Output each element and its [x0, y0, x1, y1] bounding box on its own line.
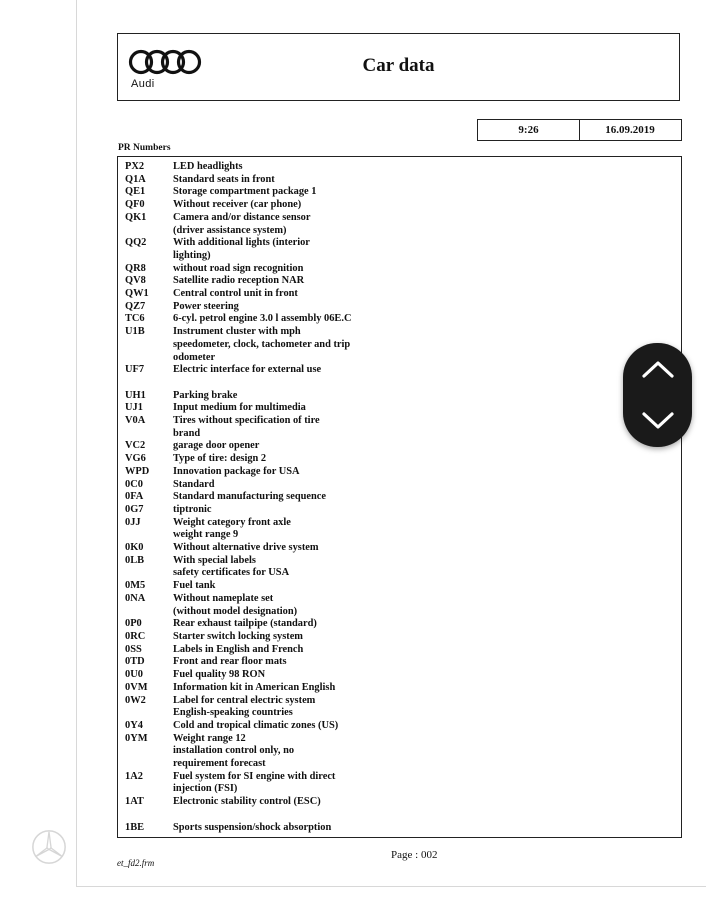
chevron-down-icon: [641, 411, 675, 431]
pr-row: [118, 275, 681, 288]
pr-code: 0LB: [125, 554, 145, 566]
pr-description: [173, 796, 378, 809]
pr-code: V0A: [125, 415, 146, 427]
pr-description-line: Cold and tropical climatic zones (US): [173, 719, 339, 731]
pr-row: [118, 593, 681, 618]
pr-description-line: Electric interface for external use: [173, 364, 322, 376]
pr-code: 0YM: [125, 732, 148, 744]
chevron-up-icon: [641, 359, 675, 379]
pr-description: [173, 275, 378, 288]
pr-code: U1B: [125, 326, 145, 338]
page-number: Page : 002: [391, 849, 438, 861]
pr-row: [118, 364, 681, 377]
timestamp-box: [477, 119, 682, 141]
page-scroll-control: [623, 343, 692, 447]
pr-code: 0Y4: [125, 719, 143, 731]
pr-row: [118, 580, 681, 593]
pr-description: [173, 695, 378, 720]
pr-code: 0RC: [125, 631, 146, 642]
pr-description-line: Input medium for multimedia: [173, 402, 306, 414]
pr-row: [118, 682, 681, 695]
pr-description: [173, 161, 378, 174]
pr-description: [173, 263, 378, 276]
pr-description-line: Rear exhaust tailpipe (standard): [173, 618, 317, 630]
pr-code: 0SS: [125, 643, 142, 655]
pr-description: [173, 402, 378, 415]
pr-code: 0FA: [125, 491, 144, 503]
pr-description: [173, 822, 378, 835]
pr-code: TC6: [125, 313, 145, 325]
pr-code: QF0: [125, 199, 145, 211]
pr-row: [118, 466, 681, 479]
pr-description-line: Satellite radio reception NAR: [173, 275, 305, 287]
pr-description-line: Parking brake: [173, 389, 238, 401]
pr-row: [118, 263, 681, 276]
pr-row: [118, 479, 681, 492]
pr-description: [173, 174, 378, 187]
pr-description: [173, 491, 378, 504]
pr-description-line: tiptronic: [173, 503, 212, 515]
pr-code: 0W2: [125, 694, 146, 706]
time-stamp: 9:26: [477, 119, 580, 141]
pr-description: [173, 555, 378, 580]
pr-code: 0JJ: [125, 516, 141, 528]
pr-description-line: weight range 9: [173, 529, 239, 541]
pr-row: [118, 199, 681, 212]
pr-description-line: Labels in English and French: [173, 643, 304, 655]
pr-description: [173, 479, 378, 492]
pr-numbers-list: [117, 156, 682, 838]
pr-description: [173, 631, 378, 644]
pr-description-line: Sports suspension/shock absorption: [173, 821, 332, 833]
pr-description-line: Camera and/or distance sensor: [173, 211, 311, 223]
pr-row: [118, 440, 681, 453]
pr-code: 0M5: [125, 580, 146, 592]
pr-code: QW1: [125, 288, 149, 300]
pr-description-line: Standard manufacturing sequence: [173, 491, 326, 503]
pr-row: [118, 301, 681, 314]
pr-row: [118, 390, 681, 403]
pr-row: [118, 212, 681, 237]
pr-row: [118, 555, 681, 580]
pr-description: [173, 542, 378, 555]
pr-code: QZ7: [125, 300, 146, 312]
pr-description-line: LED headlights: [173, 161, 243, 172]
pr-code: QV8: [125, 275, 146, 287]
pr-description-line: Information kit in American English: [173, 681, 336, 693]
pr-description: [173, 682, 378, 695]
pr-description-line: requirement forecast: [173, 758, 266, 770]
pr-description-line: brand: [173, 427, 201, 439]
pr-row: [118, 491, 681, 504]
pr-description-line: installation control only, no: [173, 745, 295, 757]
pr-code: Q1A: [125, 173, 146, 185]
pr-description: [173, 580, 378, 593]
pr-description-line: Without receiver (car phone): [173, 199, 302, 211]
pr-description: [173, 644, 378, 657]
scroll-down-button[interactable]: [623, 395, 692, 447]
pr-row: [118, 174, 681, 187]
brand-name: Audi: [131, 78, 155, 90]
pr-numbers-heading: PR Numbers: [118, 143, 171, 153]
pr-code: 0K0: [125, 542, 144, 554]
pr-row: [118, 618, 681, 631]
pr-description: [173, 720, 378, 733]
pr-code: QE1: [125, 186, 146, 198]
pr-description-line: safety certificates for USA: [173, 567, 290, 579]
pr-description: [173, 390, 378, 403]
pr-row: [118, 326, 681, 364]
pr-description-line: Weight category front axle: [173, 516, 291, 528]
pr-description: [173, 517, 378, 542]
pr-row: [118, 822, 681, 835]
page-title: Car data: [362, 55, 435, 76]
pr-description: [173, 733, 378, 771]
pr-description-line: injection (FSI): [173, 783, 238, 795]
pr-code: PX2: [125, 161, 145, 172]
pr-row: [118, 720, 681, 733]
row-spacer: [118, 809, 681, 822]
pr-row: [118, 402, 681, 415]
pr-description-line: Power steering: [173, 300, 239, 312]
pr-description-line: Starter switch locking system: [173, 631, 303, 642]
form-file-name: et_fd2.frm: [117, 858, 155, 868]
pr-description-line: lighting): [173, 249, 211, 261]
document-header: [117, 33, 680, 101]
mercedes-star-icon: [30, 828, 68, 866]
pr-row: [118, 517, 681, 542]
pr-row: [118, 453, 681, 466]
pr-code: 0U0: [125, 669, 143, 681]
pr-description-line: Tires without specification of tire: [173, 415, 320, 427]
pr-description: [173, 593, 378, 618]
pr-code: UH1: [125, 389, 146, 401]
pr-description-line: Central control unit in front: [173, 288, 298, 300]
pr-code: 1BE: [125, 821, 145, 833]
pr-description-line: 6-cyl. petrol engine 3.0 l assembly 06E.C: [173, 313, 352, 325]
pr-row: [118, 796, 681, 809]
pr-row: [118, 313, 681, 326]
pr-description-line: With additional lights (interior: [173, 237, 310, 249]
pr-description-line: (without model designation): [173, 605, 298, 617]
pr-description: [173, 618, 378, 631]
pr-code: 1A2: [125, 770, 143, 782]
pr-code: QQ2: [125, 237, 147, 249]
pr-row: [118, 771, 681, 796]
pr-code: QK1: [125, 211, 147, 223]
pr-description-line: English-speaking countries: [173, 707, 293, 719]
pr-description-line: Type of tire: design 2: [173, 453, 267, 465]
pr-description: [173, 212, 378, 237]
pr-row: [118, 161, 681, 174]
pr-row: [118, 288, 681, 301]
pr-row: [118, 644, 681, 657]
pr-description: [173, 440, 378, 453]
pr-row: [118, 656, 681, 669]
pr-description-line: Electronic stability control (ESC): [173, 796, 321, 808]
pr-description-line: Standard: [173, 478, 215, 490]
pr-description-line: Fuel quality 98 RON: [173, 669, 266, 681]
pr-code: 0G7: [125, 503, 144, 515]
pr-code: 0TD: [125, 656, 145, 668]
pr-description-line: Fuel tank: [173, 580, 216, 592]
pr-description-line: (driver assistance system): [173, 224, 287, 236]
pr-description: [173, 364, 378, 377]
pr-description: [173, 326, 378, 364]
pr-row: [118, 415, 681, 440]
pr-description: [173, 199, 378, 212]
pr-code: 1AT: [125, 796, 144, 808]
pr-row: [118, 695, 681, 720]
pr-description: [173, 669, 378, 682]
pr-description-line: Fuel system for SI engine with direct: [173, 770, 336, 782]
pr-code: UF7: [125, 364, 145, 376]
pr-description-line: With special labels: [173, 554, 256, 566]
scroll-up-button[interactable]: [623, 343, 692, 395]
pr-code: QR8: [125, 262, 146, 274]
row-spacer: [118, 377, 681, 390]
pr-description: [173, 237, 378, 262]
pr-description-line: Without nameplate set: [173, 592, 274, 604]
pr-description-line: odometer: [173, 351, 216, 363]
pr-row: [118, 669, 681, 682]
pr-description: [173, 504, 378, 517]
pr-description: [173, 301, 378, 314]
pr-row: [118, 504, 681, 517]
pr-row: [118, 186, 681, 199]
pr-code: 0VM: [125, 681, 148, 693]
pr-code: VC2: [125, 440, 146, 452]
pr-row: [118, 237, 681, 262]
pr-description-line: Front and rear floor mats: [173, 656, 287, 668]
pr-row: [118, 733, 681, 771]
pr-description: [173, 453, 378, 466]
pr-description-line: garage door opener: [173, 440, 260, 452]
pr-row: [118, 631, 681, 644]
pr-description-line: Without alternative drive system: [173, 542, 319, 554]
pr-code: 0C0: [125, 478, 143, 490]
pr-description-line: without road sign recognition: [173, 262, 304, 274]
pr-description: [173, 771, 378, 796]
pr-code: UJ1: [125, 402, 143, 414]
pr-description-line: Storage compartment package 1: [173, 186, 317, 198]
pr-code: WPD: [125, 465, 150, 477]
pr-description: [173, 656, 378, 669]
date-stamp: 16.09.2019: [579, 119, 682, 141]
pr-code: VG6: [125, 453, 146, 465]
pr-description-line: Standard seats in front: [173, 173, 275, 185]
pr-description-line: Instrument cluster with mph: [173, 326, 301, 338]
pr-description: [173, 313, 378, 326]
pr-description-line: speedometer, clock, tachometer and trip: [173, 338, 351, 350]
pr-description: [173, 466, 378, 479]
pr-code: 0NA: [125, 592, 146, 604]
pr-description: [173, 415, 378, 440]
pr-description-line: Innovation package for USA: [173, 465, 300, 477]
pr-description-line: Weight range 12: [173, 732, 246, 744]
pr-description-line: Label for central electric system: [173, 694, 316, 706]
pr-code: 0P0: [125, 618, 142, 630]
pr-row: [118, 542, 681, 555]
pr-description: [173, 186, 378, 199]
pr-description: [173, 288, 378, 301]
